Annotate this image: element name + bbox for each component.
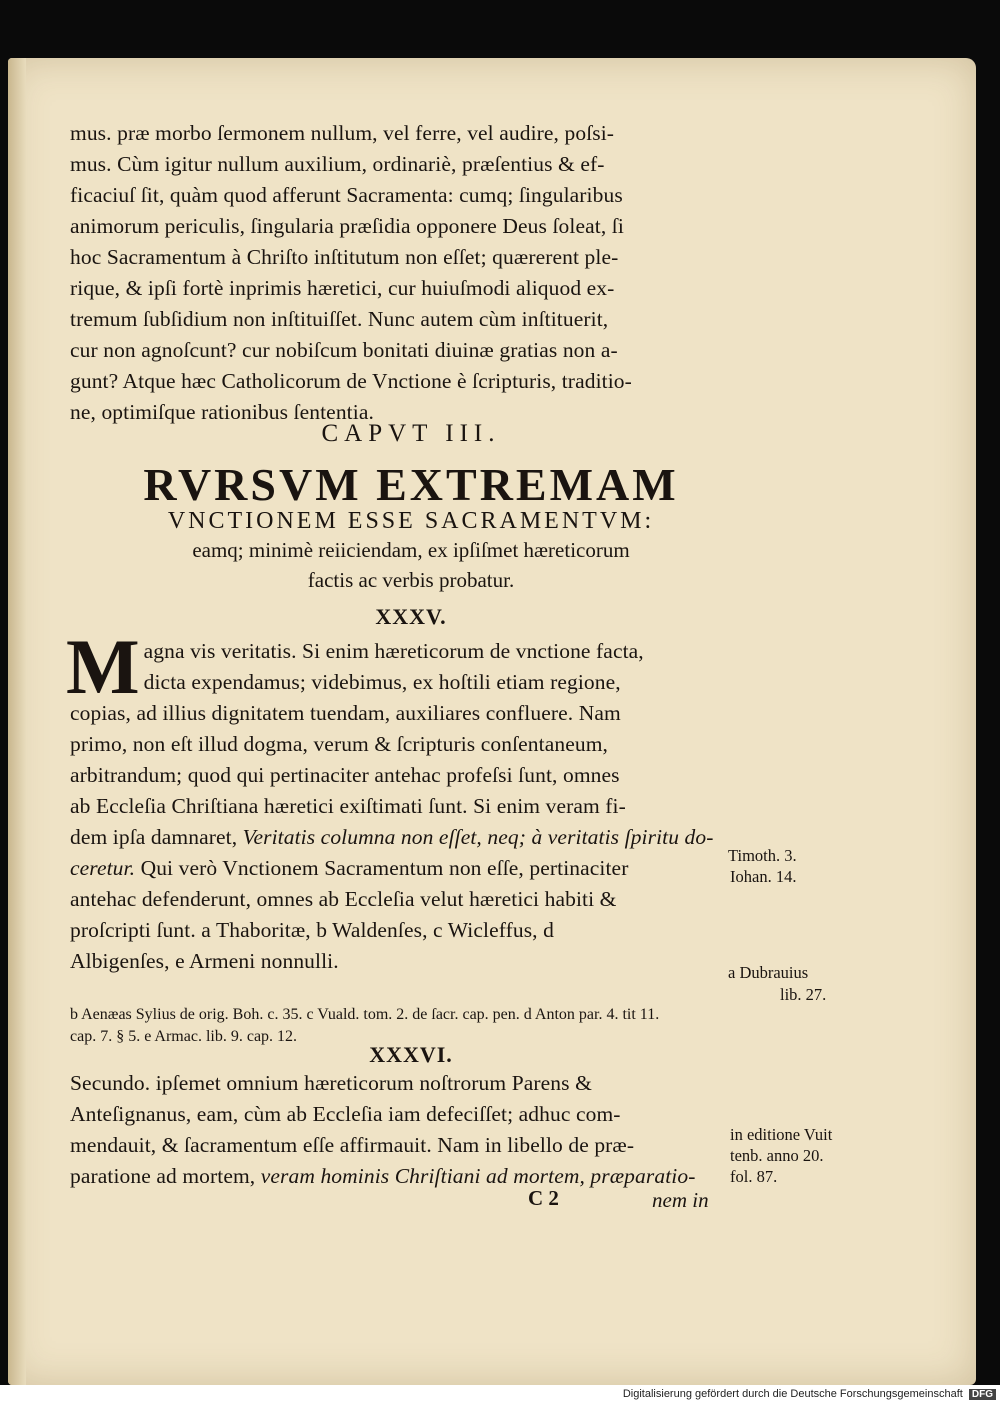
- chapter-subtitle: VNCTIONEM ESSE SACRAMENTVM:: [167, 508, 655, 534]
- credit-text: Digitalisierung gefördert durch die Deutsche Forschungsgemeinschaft: [622, 1388, 963, 1400]
- text-line: dicta expendamus; videbimus, ex hoſtili etiam regione,: [143, 670, 621, 694]
- text-line: agna vis veritatis. Si enim hæreticorum de vnctione facta,: [143, 639, 644, 663]
- chapter-title: RVRSVM EXTREMAM: [143, 459, 679, 510]
- margin-note: lib. 27.: [780, 985, 827, 1004]
- margin-note: tenb. anno 20.: [730, 1146, 824, 1165]
- chapter-summary-line: factis ac verbis probatur.: [307, 568, 515, 592]
- page-gutter: [8, 58, 26, 1385]
- text-line: Albigenſes, e Armeni nonnulli.: [70, 949, 339, 973]
- footnote-line: b Aenæas Sylius de orig. Boh. c. 35. c Vuald. tom. 2. de ſacr. cap. pen. d Anton par. 4. tit 11.: [70, 1006, 660, 1023]
- text-line: proſcripti ſunt. a Thaboritæ, b Waldenſes, c Wicleffus, d: [70, 918, 554, 942]
- text-line: [70, 1161, 752, 1192]
- text-line: tremum ſubſidium non inſtituiſſet. Nunc autem cùm inſtituerit,: [70, 307, 609, 331]
- text-line: mendauit, & ſacramentum eſſe affirmauit. Nam in libello de præ-: [70, 1133, 635, 1157]
- section-body: [66, 623, 752, 977]
- text-run: Qui verò Vnctionem Sacramentum non eſſe, pertinaciter: [135, 856, 629, 880]
- footnote-line: cap. 7. § 5. e Armac. lib. 9. cap. 12.: [70, 1028, 298, 1045]
- text-line: arbitrandum; quod qui pertinaciter antehac profeſsi ſunt, omnes: [70, 763, 620, 787]
- dfg-logo: DFG: [969, 1389, 996, 1400]
- text-line: ne, optimiſque rationibus ſententia.: [70, 400, 374, 424]
- margin-note: in editione Vuit: [730, 1125, 833, 1144]
- text-line: [70, 853, 752, 884]
- section-number: XXXVI.: [369, 1042, 453, 1067]
- text-line: ab Eccleſia Chriſtiana hæretici exiſtimati ſunt. Si enim veram fi-: [70, 794, 626, 818]
- text-line: rique, & ipſi fortè inprimis hæretici, cur huiuſmodi aliquod ex-: [70, 276, 615, 300]
- text-line: hoc Sacramentum à Chriſto inſtitutum non eſſet; quærerent ple-: [70, 245, 619, 269]
- margin-note: a Dubrauius: [728, 963, 809, 982]
- text-line: [70, 822, 752, 853]
- italic-quote: Veritatis columna non eſſet, neq; à veritatis ſpiritu do-: [242, 825, 714, 849]
- text-run: paratione ad mortem,: [70, 1164, 261, 1188]
- margin-note: fol. 87.: [730, 1167, 778, 1186]
- italic-quote: ceretur.: [70, 856, 136, 880]
- text-line: Anteſignanus, eam, cùm ab Eccleſia iam defeciſſet; adhuc com-: [70, 1102, 621, 1126]
- text-line: primo, non eſt illud dogma, verum & ſcripturis conſentaneum,: [70, 732, 609, 756]
- section-body: [70, 1068, 752, 1192]
- text-line: Secundo. ipſemet omnium hæreticorum noſtrorum Parens &: [70, 1071, 592, 1095]
- text-line: animorum periculis, ſingularia præſidia opponere Deus ſoleat, ſi: [70, 214, 624, 238]
- top-paragraph: [70, 118, 752, 428]
- text-run: dem ipſa damnaret,: [70, 825, 243, 849]
- italic-quote: veram hominis Chriſtiani ad mortem, præparatio-: [260, 1164, 696, 1188]
- chapter-summary-line: eamq; minimè reiiciendam, ex ipſiſmet hæreticorum: [192, 538, 630, 562]
- catchword: nem in: [652, 1188, 709, 1212]
- chapter-number: CAPVT III.: [321, 420, 501, 447]
- margin-note: Iohan. 14.: [730, 867, 797, 886]
- text-line: cur non agnoſcunt? cur nobiſcum bonitati diuinæ gratias non a-: [70, 338, 618, 362]
- text-line: antehac defenderunt, omnes ab Eccleſia velut hæretici habiti &: [70, 887, 617, 911]
- drop-cap: M: [66, 623, 140, 710]
- margin-note: Timoth. 3.: [728, 846, 797, 865]
- text-line: gunt? Atque hæc Catholicorum de Vnctione è ſcripturis, traditio-: [70, 369, 632, 393]
- section-number: XXXV.: [375, 604, 447, 629]
- signature-mark: C 2: [528, 1186, 559, 1210]
- text-line: ficaciuſ ſit, quàm quod afferunt Sacramenta: cumq; ſingularibus: [70, 183, 623, 207]
- text-line: mus. Cùm igitur nullum auxilium, ordinariè, præſentius & ef-: [70, 152, 605, 176]
- text-line: mus. præ morbo ſermonem nullum, vel ferre, vel audire, poſsi-: [70, 121, 615, 145]
- text-line: copias, ad illius dignitatem tuendam, auxiliares confluere. Nam: [70, 701, 621, 725]
- digitization-credit: [623, 1388, 996, 1400]
